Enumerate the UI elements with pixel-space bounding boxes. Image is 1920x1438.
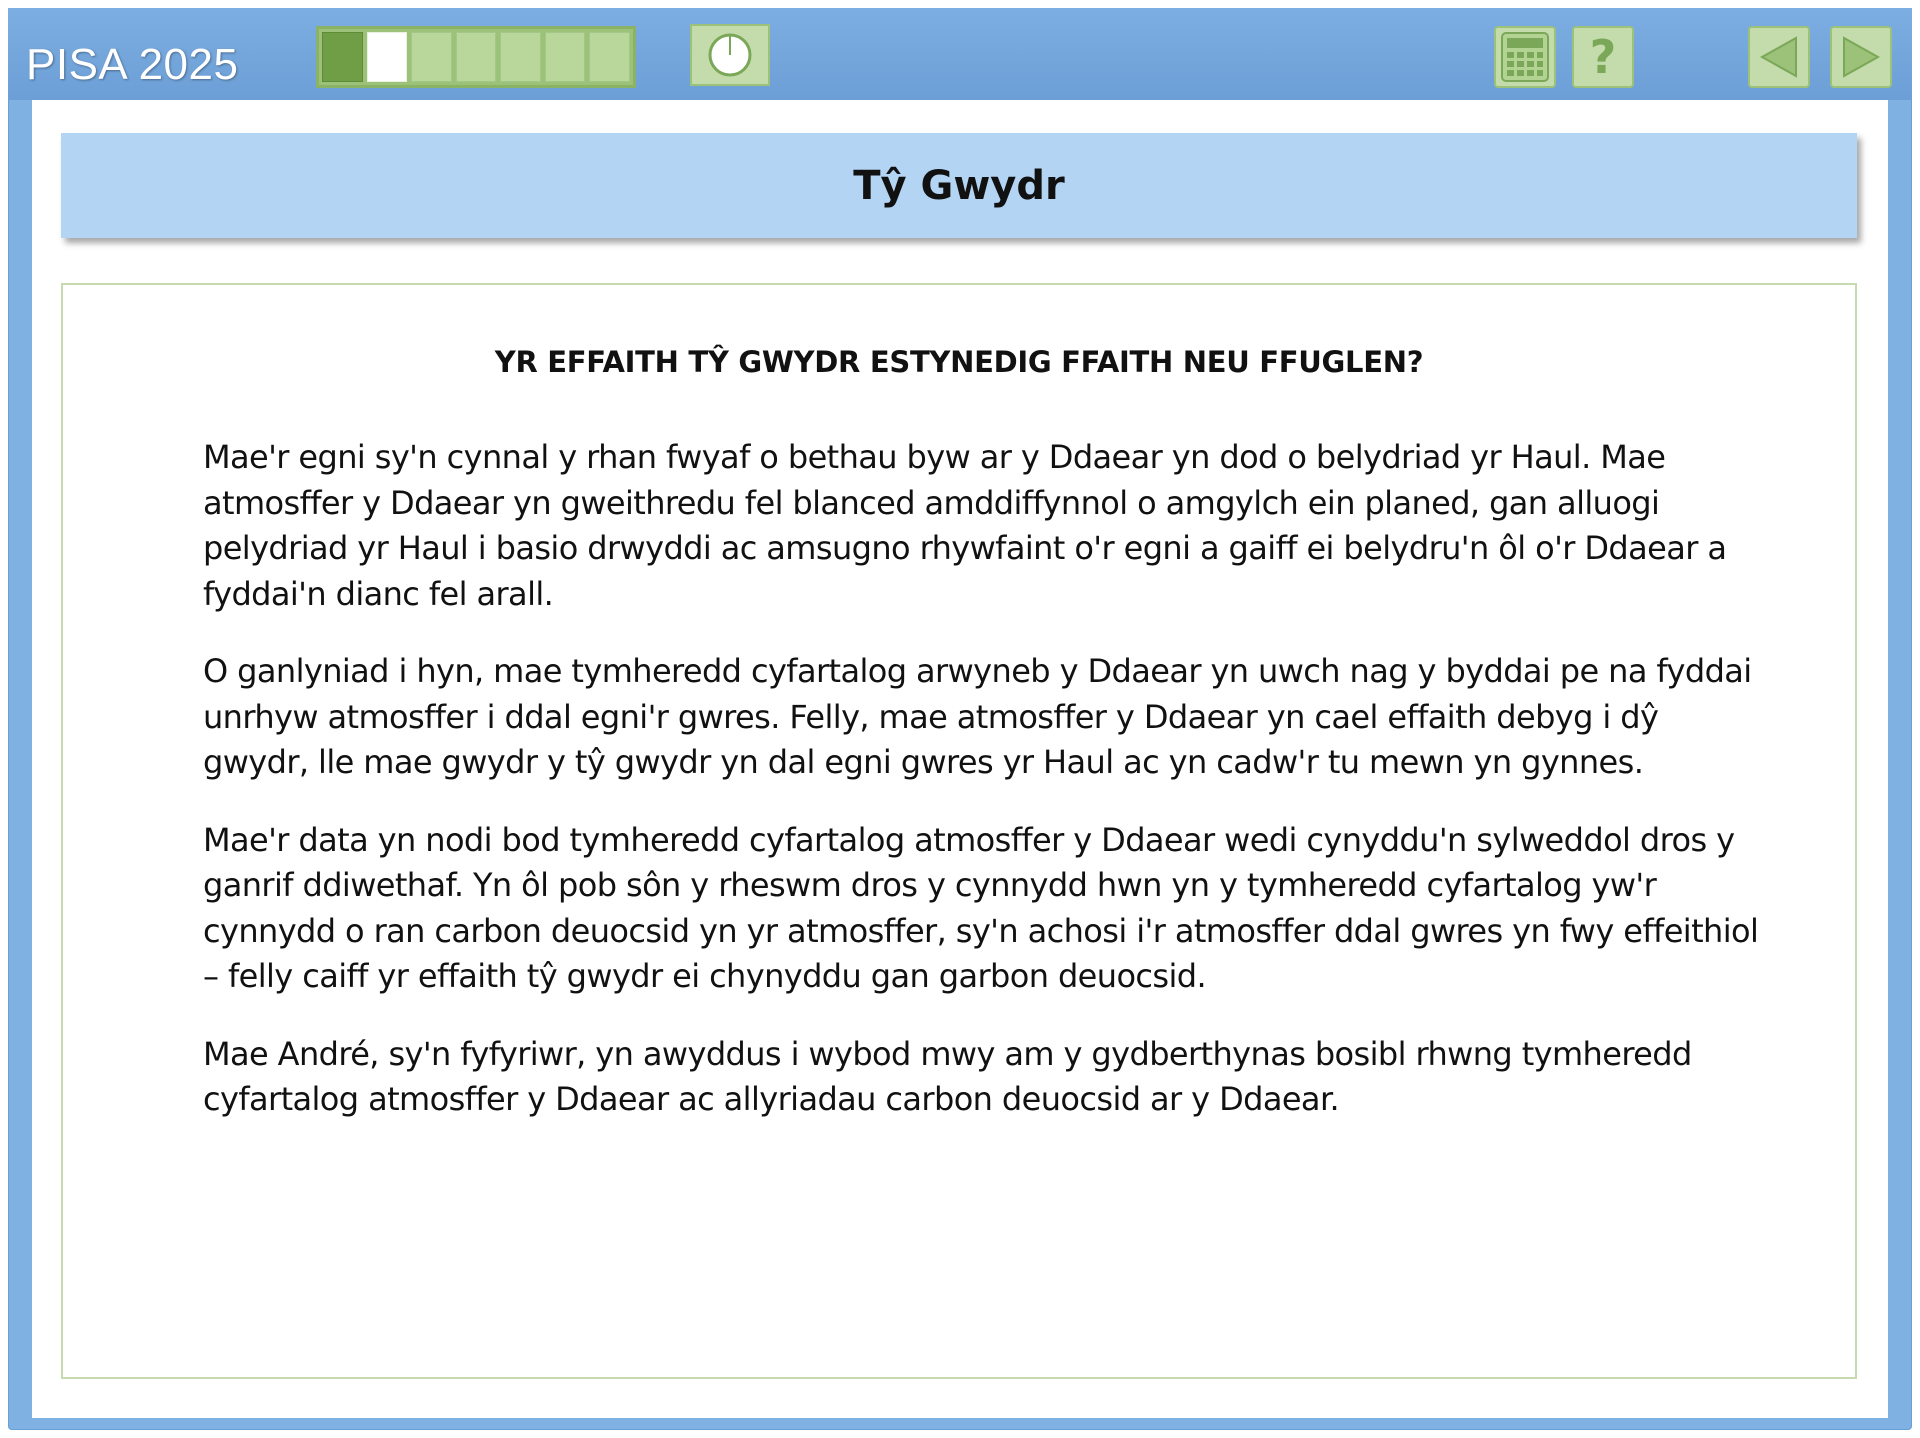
article-paragraph: O ganlyniad i hyn, mae tymheredd cyfartalog arwyneb y Ddaear yn uwch nag y byddai pe na fyddai unrhyw atmosffer i ddal egni'r gwres. Felly, mae atmosffer y Ddaear yn cael effaith debyg i dŷ gwydr, lle mae gwydr y tŷ gwydr yn dal egni gwres yr Haul ac yn cadw'r tu mewn yn gynnes. xyxy=(203,652,1752,781)
timer-indicator xyxy=(690,24,770,86)
calculator-icon xyxy=(1500,31,1550,83)
progress-segment xyxy=(545,32,586,82)
progress-segment xyxy=(322,32,363,82)
progress-segment xyxy=(411,32,452,82)
question-mark-icon: ? xyxy=(1589,30,1617,84)
page-title: Tŷ Gwydr xyxy=(853,162,1065,209)
calculator-button[interactable] xyxy=(1494,26,1556,88)
article-body xyxy=(203,435,1763,1155)
progress-segment-current xyxy=(367,32,408,82)
triangle-left-icon xyxy=(1756,34,1802,80)
clock-icon xyxy=(707,32,753,78)
progress-segment xyxy=(456,32,497,82)
page-title-bar xyxy=(61,133,1857,238)
triangle-right-icon xyxy=(1838,34,1884,80)
stimulus-panel xyxy=(61,283,1857,1379)
progress-bar xyxy=(316,26,636,88)
progress-segment xyxy=(589,32,630,82)
article-heading: YR EFFAITH TŶ GWYDR ESTYNEDIG FFAITH NEU FFUGLEN? xyxy=(494,345,1424,379)
article-paragraph: Mae'r data yn nodi bod tymheredd cyfartalog atmosffer y Ddaear wedi cynyddu'n sylweddol dros y ganrif ddiwethaf. Yn ôl pob sôn y rheswm dros y cynnydd hwn yn y tymheredd cyfartalog yw'r cynnydd o ran carbon deuocsid yn yr atmosffer, sy'n achosi i'r atmosffer ddal gwres yn fwy effeithiol – felly caiff yr effaith tŷ gwydr ei chynyddu gan garbon deuocsid. xyxy=(203,820,1759,995)
previous-button[interactable] xyxy=(1748,26,1810,88)
brand-logo: PISA 2025 xyxy=(26,40,239,89)
next-button[interactable] xyxy=(1830,26,1892,88)
help-button[interactable] xyxy=(1572,26,1634,88)
progress-segment xyxy=(500,32,541,82)
article-paragraph: Mae André, sy'n fyfyriwr, yn awyddus i wybod mwy am y gydberthynas bosibl rhwng tymheredd cyfartalog atmosffer y Ddaear ac allyriadau carbon deuocsid ar y Ddaear. xyxy=(203,1034,1692,1118)
article-paragraph: Mae'r egni sy'n cynnal y rhan fwyaf o bethau byw ar y Ddaear yn dod o belydriad yr Haul. Mae atmosffer y Ddaear yn gweithredu fel blanced amddiffynnol o amgylch ein planed, gan alluogi pelydriad yr Haul i basio drwyddi ac amsugno rhywfaint o'r egni a gaiff ei belydru'n ôl o'r Ddaear a fyddai'n dianc fel arall. xyxy=(203,438,1727,613)
